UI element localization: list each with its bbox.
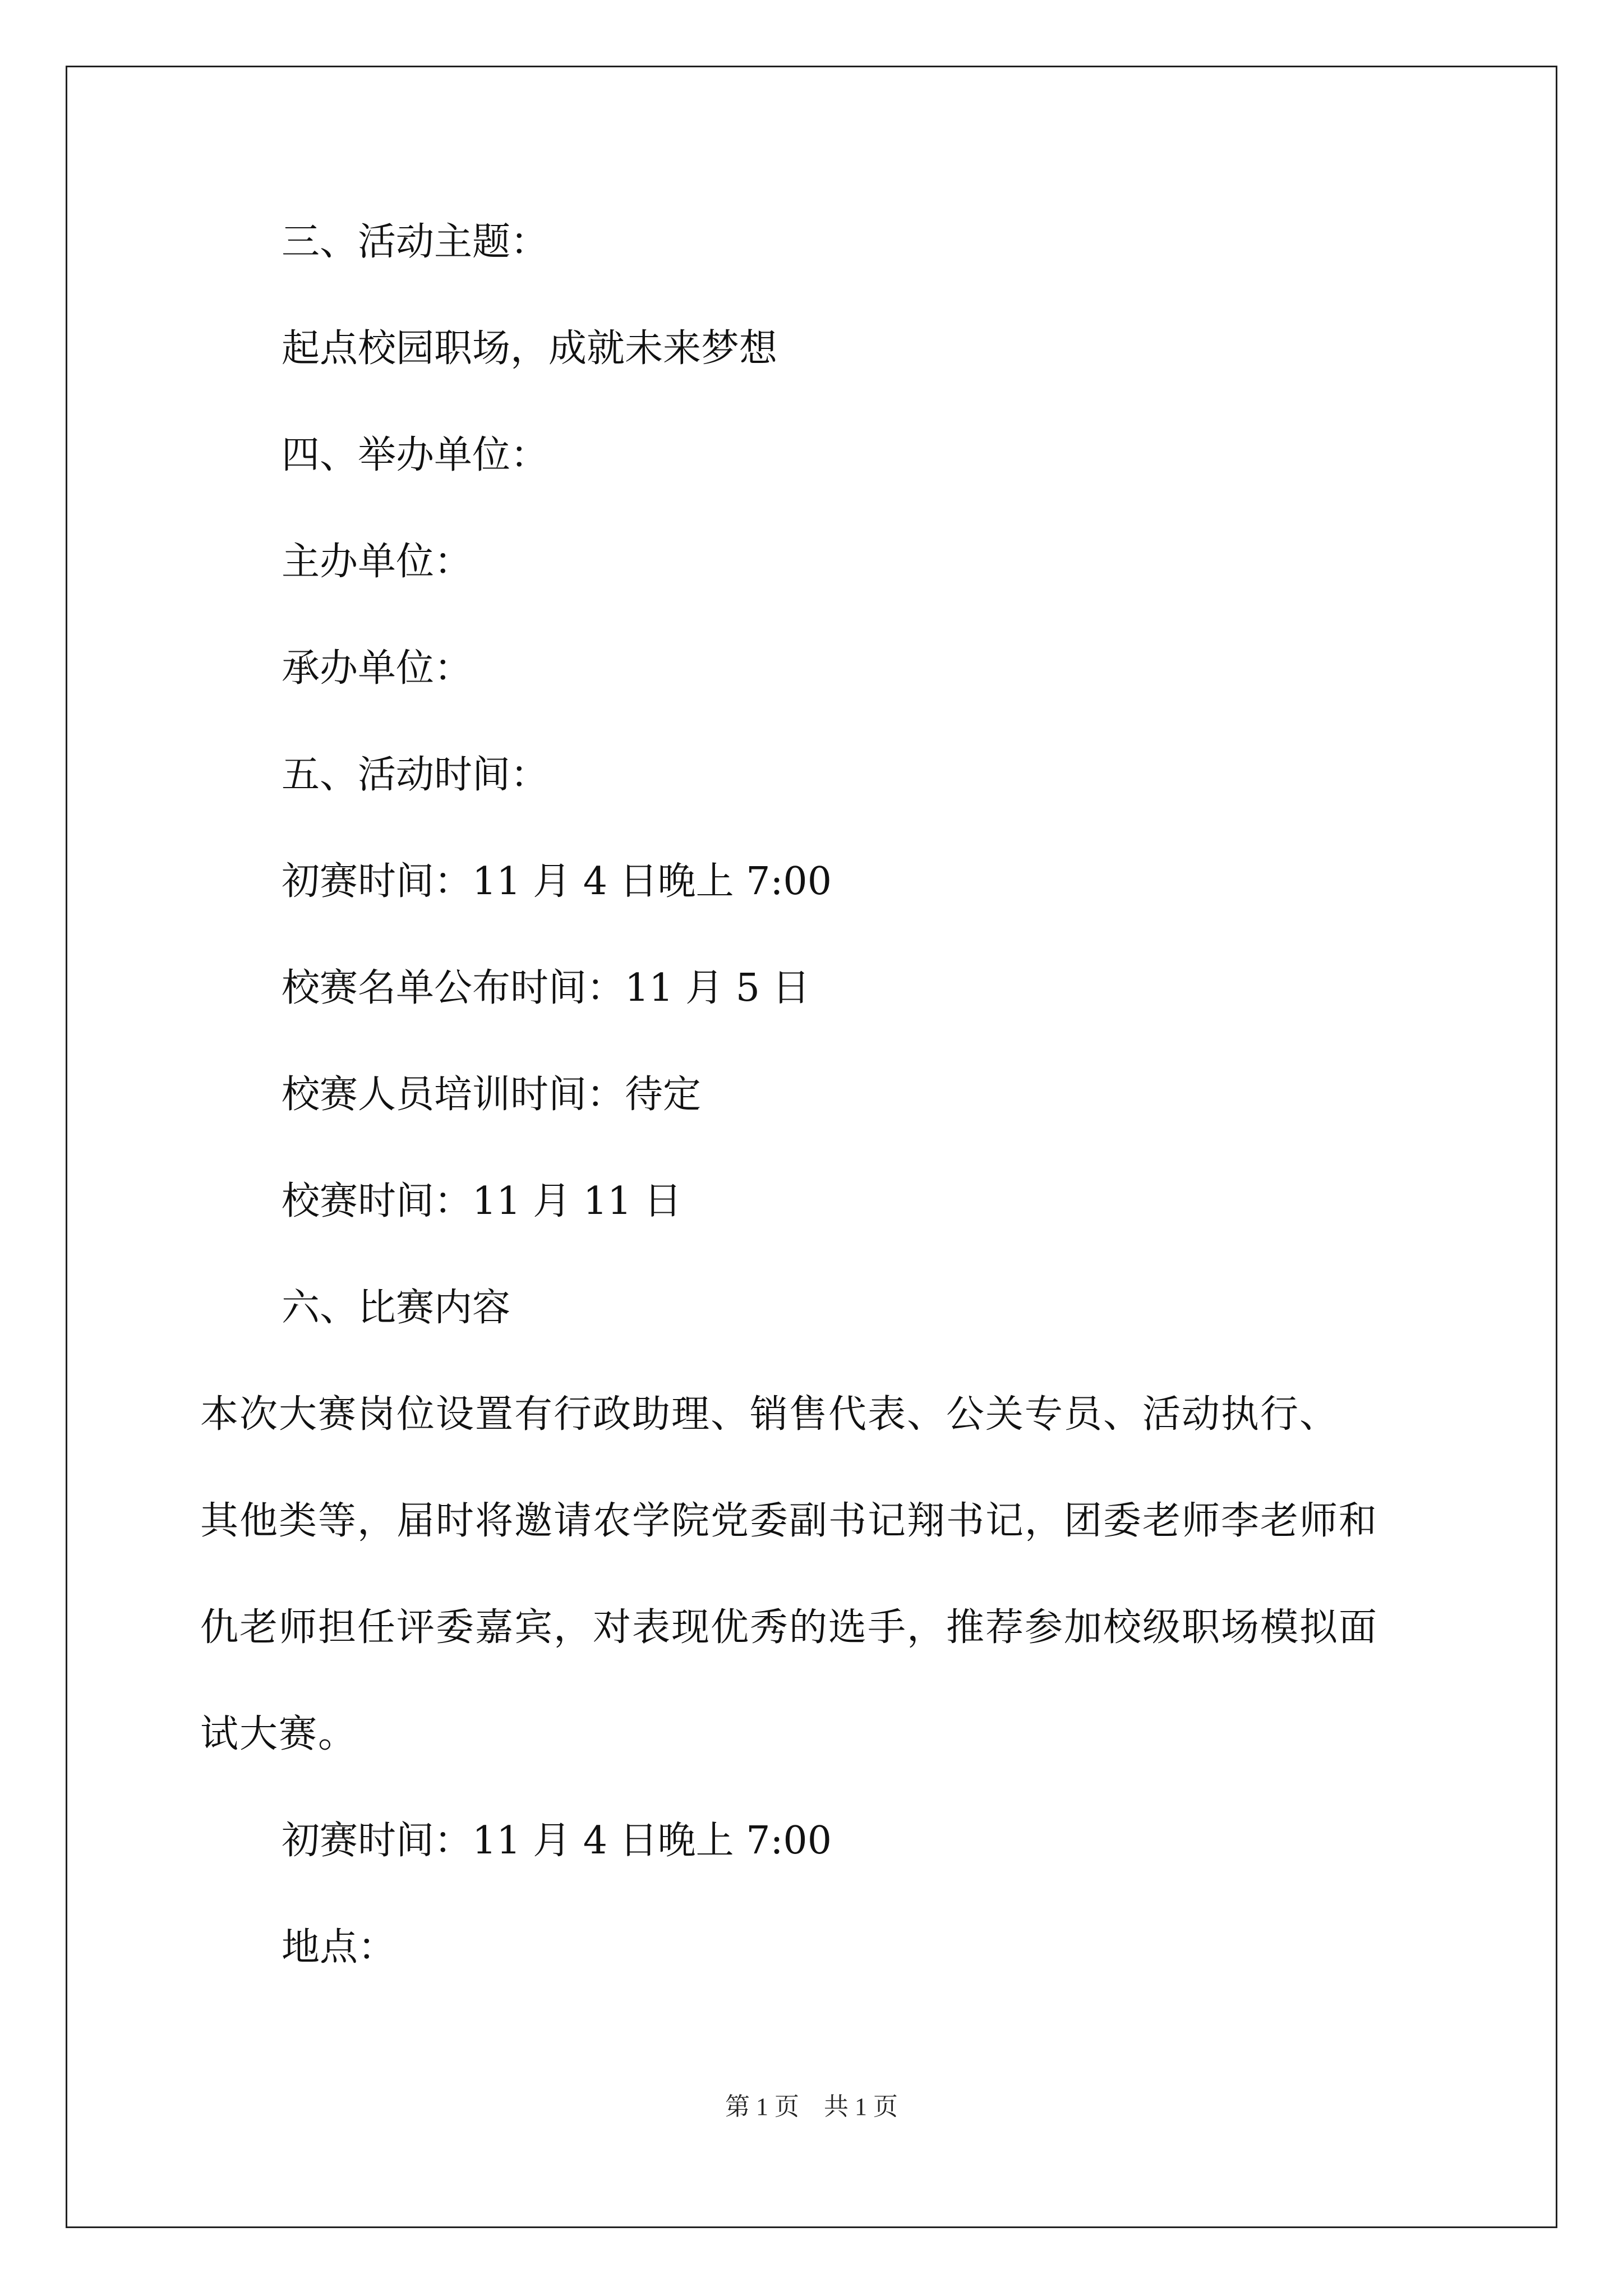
text-location: 地点： (282, 1925, 396, 1970)
text-theme-slogan: 起点校园职场，成就未来梦想 (282, 326, 778, 371)
text-school-contest-time: 校赛时间：11 月 11 日 (282, 1179, 682, 1223)
paragraph-line-2: 其他类等，届时将邀请农学院党委副书记翔书记，团委老师李老师和 (200, 1499, 1378, 1543)
text-list-announce-time: 校赛名单公布时间：11 月 5 日 (282, 966, 810, 1010)
text-prelim-time-repeat: 初赛时间：11 月 4 日晚上 7:00 (282, 1819, 832, 1863)
page-border (66, 66, 1557, 2228)
heading-activity-time: 五、活动时间： (282, 753, 549, 797)
text-prelim-time: 初赛时间：11 月 4 日晚上 7:00 (282, 859, 832, 904)
text-host-unit: 主办单位： (282, 540, 473, 584)
heading-contest-content: 六、比赛内容 (282, 1286, 511, 1330)
paragraph-line-1: 本次大赛岗位设置有行政助理、销售代表、公关专员、活动执行、 (200, 1392, 1339, 1437)
text-training-time: 校赛人员培训时间：待定 (282, 1073, 702, 1117)
heading-organizers: 四、举办单位： (282, 433, 549, 477)
page-number-footer: 第 1 页 共 1 页 (725, 2093, 898, 2120)
heading-activity-theme: 三、活动主题： (282, 220, 549, 264)
paragraph-line-3: 仇老师担任评委嘉宾，对表现优秀的选手，推荐参加校级职场模拟面 (200, 1605, 1378, 1650)
text-organizer-unit: 承办单位： (282, 646, 473, 691)
paragraph-line-4: 试大赛。 (200, 1712, 358, 1756)
